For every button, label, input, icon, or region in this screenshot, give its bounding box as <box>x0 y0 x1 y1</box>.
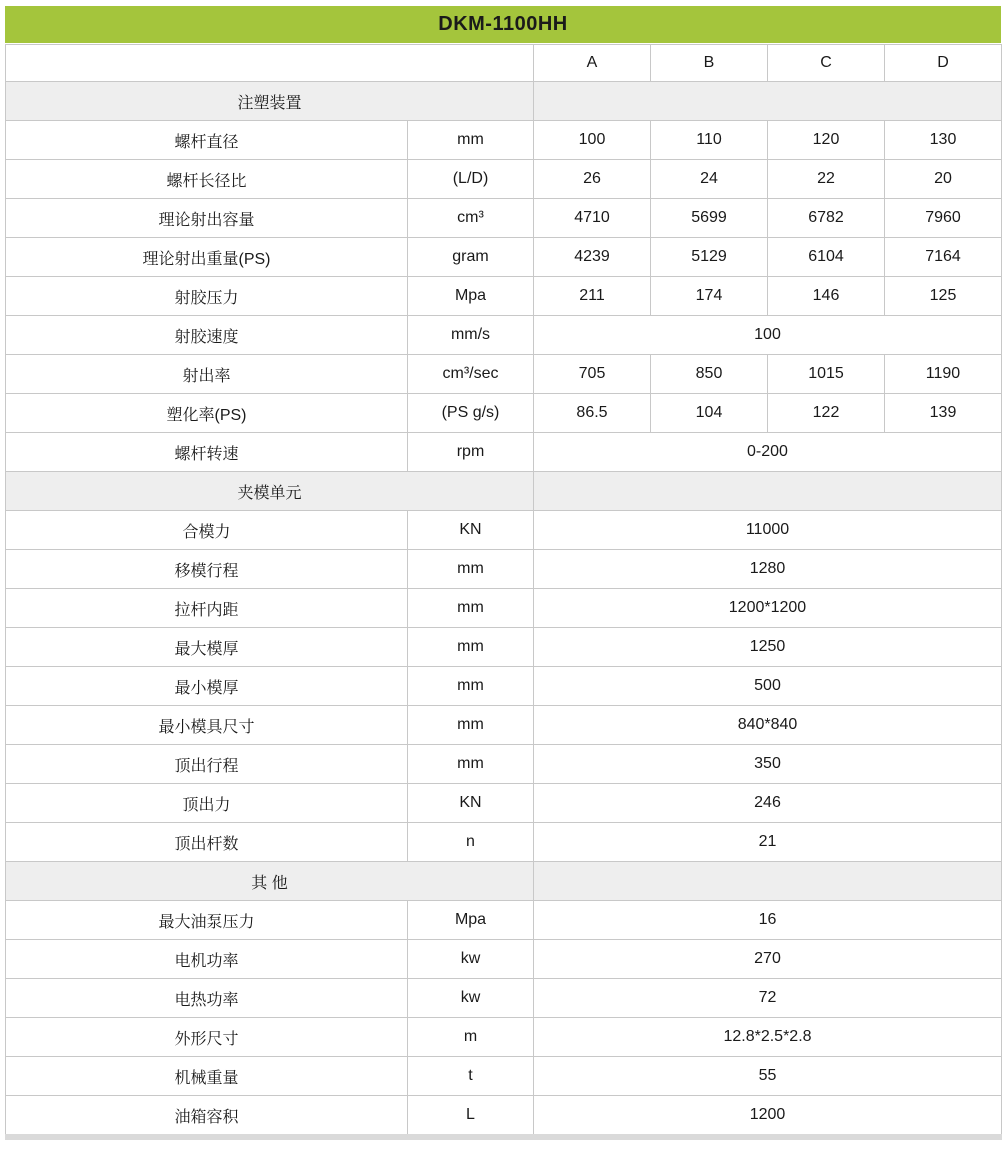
spec-row-unit: m <box>408 1018 534 1057</box>
model-title-bar <box>5 6 1001 43</box>
spec-row <box>6 979 1002 1018</box>
spec-row-value: 130 <box>885 121 1002 160</box>
spec-row-value: 7960 <box>885 199 1002 238</box>
spec-row-value: 1015 <box>768 355 885 394</box>
spec-row <box>6 940 1002 979</box>
spec-row-value: 104 <box>651 394 768 433</box>
spec-row-label: 顶出力 <box>6 784 408 823</box>
spec-row-label: 理论射出容量 <box>6 199 408 238</box>
spec-row-value: 125 <box>885 277 1002 316</box>
spec-row-unit: KN <box>408 511 534 550</box>
spec-row-label: 最小模具尺寸 <box>6 706 408 745</box>
spec-row-unit: mm <box>408 628 534 667</box>
section-spacer <box>534 862 1002 901</box>
spec-row-label: 油箱容积 <box>6 1096 408 1138</box>
section-title: 注塑装置 <box>6 82 534 121</box>
spec-row-label: 拉杆内距 <box>6 589 408 628</box>
section-title: 夹模单元 <box>6 472 534 511</box>
spec-row-value: 5699 <box>651 199 768 238</box>
spec-row <box>6 511 1002 550</box>
spec-row-value: 6782 <box>768 199 885 238</box>
spec-row-value: 22 <box>768 160 885 199</box>
spec-row-label: 移模行程 <box>6 550 408 589</box>
section-header-row <box>6 862 1002 901</box>
spec-row-label: 射出率 <box>6 355 408 394</box>
spec-row-value: 850 <box>651 355 768 394</box>
spec-row-value: 21 <box>534 823 1002 862</box>
spec-row <box>6 628 1002 667</box>
spec-row-unit: (PS g/s) <box>408 394 534 433</box>
spec-row-label: 合模力 <box>6 511 408 550</box>
spec-row-label: 顶出杆数 <box>6 823 408 862</box>
spec-row-label: 电热功率 <box>6 979 408 1018</box>
section-header-row <box>6 82 1002 121</box>
spec-row <box>6 433 1002 472</box>
spec-row-value: 20 <box>885 160 1002 199</box>
spec-row-label: 射胶压力 <box>6 277 408 316</box>
spec-row-value: 1280 <box>534 550 1002 589</box>
spec-row <box>6 316 1002 355</box>
spec-row-value: 5129 <box>651 238 768 277</box>
spec-row-value: 840*840 <box>534 706 1002 745</box>
spec-row-unit: mm <box>408 121 534 160</box>
spec-row-unit: kw <box>408 979 534 1018</box>
spec-row <box>6 277 1002 316</box>
section-spacer <box>534 82 1002 121</box>
spec-row <box>6 1096 1002 1138</box>
spec-row-value: 12.8*2.5*2.8 <box>534 1018 1002 1057</box>
spec-row-unit: KN <box>408 784 534 823</box>
spec-row-value: 500 <box>534 667 1002 706</box>
spec-row-label: 理论射出重量(PS) <box>6 238 408 277</box>
spec-row-unit: cm³ <box>408 199 534 238</box>
spec-row-value: 246 <box>534 784 1002 823</box>
spec-row-value: 174 <box>651 277 768 316</box>
spec-row-value: 55 <box>534 1057 1002 1096</box>
spec-row-value: 705 <box>534 355 651 394</box>
spec-row-label: 顶出行程 <box>6 745 408 784</box>
spec-row-value: 122 <box>768 394 885 433</box>
spec-row-value: 270 <box>534 940 1002 979</box>
spec-row-label: 电机功率 <box>6 940 408 979</box>
spec-row <box>6 1018 1002 1057</box>
column-header-c: C <box>768 45 885 82</box>
spec-row-unit: cm³/sec <box>408 355 534 394</box>
spec-row-unit: kw <box>408 940 534 979</box>
spec-row-value: 1190 <box>885 355 1002 394</box>
spec-row-label: 螺杆转速 <box>6 433 408 472</box>
spec-row-value: 11000 <box>534 511 1002 550</box>
spec-row <box>6 355 1002 394</box>
spec-row-value: 86.5 <box>534 394 651 433</box>
spec-row-label: 最大模厚 <box>6 628 408 667</box>
spec-row <box>6 745 1002 784</box>
spec-row-unit: mm <box>408 667 534 706</box>
spec-row-value: 120 <box>768 121 885 160</box>
spec-row-value: 4239 <box>534 238 651 277</box>
spec-row-unit: mm <box>408 706 534 745</box>
spec-row-unit: (L/D) <box>408 160 534 199</box>
spec-row <box>6 121 1002 160</box>
spec-row-unit: n <box>408 823 534 862</box>
spec-row <box>6 589 1002 628</box>
spec-row-unit: t <box>408 1057 534 1096</box>
column-header-d: D <box>885 45 1002 82</box>
spec-row-value: 100 <box>534 121 651 160</box>
spec-row <box>6 1057 1002 1096</box>
section-title: 其 他 <box>6 862 534 901</box>
column-header-blank <box>6 45 534 82</box>
spec-row-label: 射胶速度 <box>6 316 408 355</box>
spec-row-unit: Mpa <box>408 277 534 316</box>
spec-row-unit: mm <box>408 589 534 628</box>
spec-row <box>6 199 1002 238</box>
spec-row <box>6 550 1002 589</box>
spec-row-unit: Mpa <box>408 901 534 940</box>
spec-row <box>6 667 1002 706</box>
spec-row-value: 4710 <box>534 199 651 238</box>
spec-row-label: 最大油泵压力 <box>6 901 408 940</box>
spec-row-value: 1250 <box>534 628 1002 667</box>
spec-row-value: 1200 <box>534 1096 1002 1138</box>
spec-row-label: 螺杆直径 <box>6 121 408 160</box>
spec-table <box>5 44 1002 1140</box>
spec-row-value: 146 <box>768 277 885 316</box>
spec-row <box>6 394 1002 433</box>
spec-row-label: 螺杆长径比 <box>6 160 408 199</box>
spec-row <box>6 901 1002 940</box>
spec-row-value: 211 <box>534 277 651 316</box>
spec-row <box>6 784 1002 823</box>
spec-row-value: 16 <box>534 901 1002 940</box>
spec-row-value: 110 <box>651 121 768 160</box>
spec-row-label: 外形尺寸 <box>6 1018 408 1057</box>
spec-row-value: 139 <box>885 394 1002 433</box>
spec-table-body <box>6 82 1002 1138</box>
spec-row <box>6 160 1002 199</box>
model-title: DKM-1100HH <box>438 13 568 35</box>
spec-row-unit: mm/s <box>408 316 534 355</box>
spec-row-value: 0-200 <box>534 433 1002 472</box>
spec-row-value: 6104 <box>768 238 885 277</box>
spec-row-label: 塑化率(PS) <box>6 394 408 433</box>
section-spacer <box>534 472 1002 511</box>
spec-row-value: 1200*1200 <box>534 589 1002 628</box>
spec-row-value: 7164 <box>885 238 1002 277</box>
spec-row-unit: rpm <box>408 433 534 472</box>
spec-row <box>6 706 1002 745</box>
spec-row <box>6 238 1002 277</box>
spec-row-value: 72 <box>534 979 1002 1018</box>
spec-row-value: 350 <box>534 745 1002 784</box>
spec-row-label: 机械重量 <box>6 1057 408 1096</box>
column-header-b: B <box>651 45 768 82</box>
column-header-a: A <box>534 45 651 82</box>
spec-row-label: 最小模厚 <box>6 667 408 706</box>
spec-row <box>6 823 1002 862</box>
spec-row-unit: mm <box>408 745 534 784</box>
spec-row-value: 100 <box>534 316 1002 355</box>
spec-row-unit: mm <box>408 550 534 589</box>
spec-row-unit: gram <box>408 238 534 277</box>
column-header-row <box>6 45 1002 82</box>
spec-row-value: 26 <box>534 160 651 199</box>
spec-row-unit: L <box>408 1096 534 1138</box>
section-header-row <box>6 472 1002 511</box>
spec-row-value: 24 <box>651 160 768 199</box>
